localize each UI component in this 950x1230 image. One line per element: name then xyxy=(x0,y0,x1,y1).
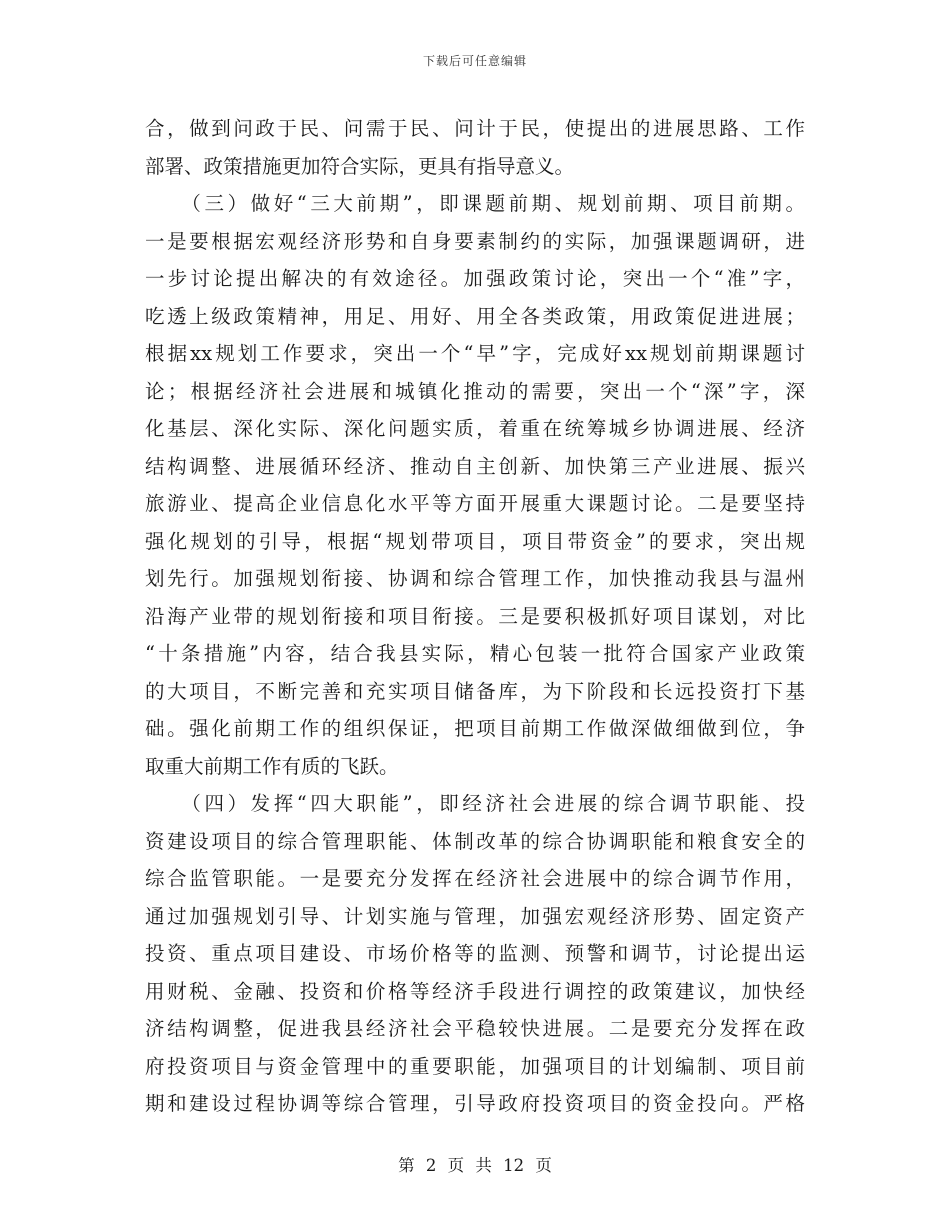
text-line: 根据xx规划工作要求，突出一个“早”字，完成好xx规划前期课题讨 xyxy=(145,342,805,365)
text-line: （三）做好“三大前期”，即课题前期、规划前期、项目前期。 xyxy=(145,192,805,215)
text-line: 合，做到问政于民、问需于民、问计于民，使提出的进展思路、工作 xyxy=(145,117,805,140)
text-line: 结构调整、进展循环经济、推动自主创新、加快第三产业进展、振兴 xyxy=(145,454,805,478)
page-number: 第 2 页 共 12 页 xyxy=(398,1156,552,1175)
text-line: 的大项目，不断完善和充实项目储备库，为下阶段和长远投资打下基 xyxy=(145,679,805,703)
text-line: 强化规划的引导，根据“规划带项目，项目带资金”的要求，突出规 xyxy=(145,529,805,553)
text-line: 取重大前期工作有质的飞跃。 xyxy=(145,754,399,778)
text-line: 资建设项目的综合管理职能、体制改革的综合协调职能和粮食安全的 xyxy=(145,829,805,853)
text-line: 一是要根据宏观经济形势和自身要素制约的实际，加强课题调研，进 xyxy=(145,229,805,253)
text-line: 旅游业、提高企业信息化水平等方面开展重大课题讨论。二是要坚持 xyxy=(145,492,805,515)
text-line: （四）发挥“四大职能”，即经济社会进展的综合调节职能、投 xyxy=(145,792,805,815)
text-line: “十条措施”内容，结合我县实际，精心包装一批符合国家产业政策 xyxy=(145,642,805,665)
page-header: 下载后可任意编辑 xyxy=(422,54,527,68)
text-line: 投资、重点项目建设、市场价格等的监测、预警和调节，讨论提出运 xyxy=(145,942,805,965)
text-line: 综合监管职能。一是要充分发挥在经济社会进展中的综合调节作用， xyxy=(145,867,805,890)
text-line: 用财税、金融、投资和价格等经济手段进行调控的政策建议，加快经 xyxy=(145,979,805,1003)
text-line: 沿海产业带的规划衔接和项目衔接。三是要积极抓好项目谋划，对比 xyxy=(145,604,805,628)
text-line: 济结构调整，促进我县经济社会平稳较快进展。二是要充分发挥在政 xyxy=(145,1017,805,1040)
text-line: 府投资项目与资金管理中的重要职能，加强项目的计划编制、项目前 xyxy=(145,1054,805,1078)
text-line: 化基层、深化实际、深化问题实质，着重在统筹城乡协调进展、经济 xyxy=(145,417,805,440)
text-line: 划先行。加强规划衔接、协调和综合管理工作，加快推动我县与温州 xyxy=(145,567,805,590)
text-line: 础。强化前期工作的组织保证，把项目前期工作做深做细做到位，争 xyxy=(145,717,805,740)
text-line: 通过加强规划引导、计划实施与管理，加强宏观经济形势、固定资产 xyxy=(145,904,805,928)
text-line: 部署、政策措施更加符合实际，更具有指导意义。 xyxy=(145,154,575,178)
text-line: 一步讨论提出解决的有效途径。加强政策讨论，突出一个“准”字， xyxy=(145,267,805,290)
text-line: 期和建设过程协调等综合管理，引导政府投资项目的资金投向。严格 xyxy=(145,1092,805,1115)
document-body xyxy=(145,110,805,1123)
text-line: 论；根据经济社会进展和城镇化推动的需要，突出一个“深”字，深 xyxy=(145,379,805,403)
text-line: 吃透上级政策精神，用足、用好、用全各类政策，用政策促进进展； xyxy=(145,304,805,328)
